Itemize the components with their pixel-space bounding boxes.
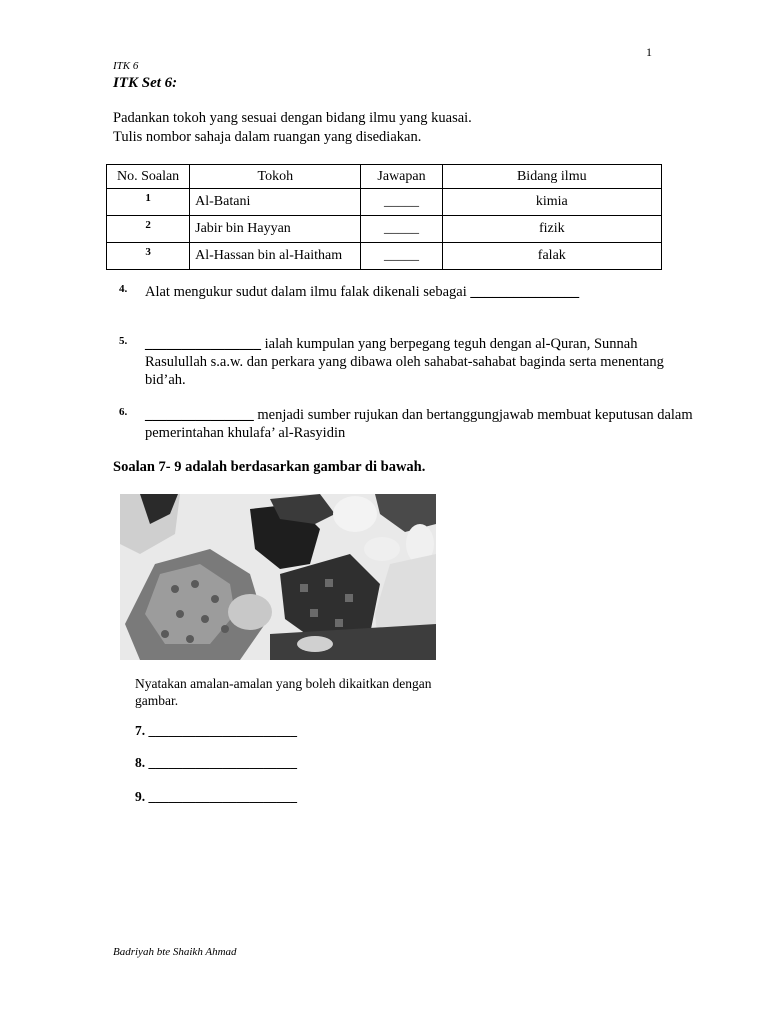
answer-7 bbox=[135, 723, 297, 739]
row-tokoh: Jabir bin Hayyan bbox=[190, 216, 361, 243]
row-number: 2 bbox=[107, 216, 190, 243]
row-bidang: fizik bbox=[442, 216, 661, 243]
row-answer-blank[interactable]: _____ bbox=[361, 216, 442, 243]
answer-blank[interactable]: _______________ bbox=[470, 284, 580, 300]
header-tag: ITK 6 bbox=[113, 60, 139, 72]
row-number: 1 bbox=[107, 189, 190, 216]
photo-caption: Nyatakan amalan-amalan yang boleh dikaitkan dengan gambar. bbox=[135, 676, 432, 708]
header-tokoh: Tokoh bbox=[190, 165, 361, 189]
section-heading: Soalan 7- 9 adalah berdasarkan gambar di bawah. bbox=[113, 459, 426, 475]
table-row bbox=[107, 216, 662, 243]
row-bidang: kimia bbox=[442, 189, 661, 216]
answer-blank[interactable]: ________________ bbox=[145, 336, 261, 352]
table-row bbox=[107, 189, 662, 216]
row-tokoh: Al-Batani bbox=[190, 189, 361, 216]
question-number: 6. bbox=[119, 406, 128, 418]
question-text bbox=[145, 406, 695, 442]
instruction-line-2: Tulis nombor sahaja dalam ruangan yang disediakan. bbox=[113, 129, 422, 145]
answer-number: 9. bbox=[135, 789, 146, 804]
matching-table bbox=[106, 164, 662, 270]
header-jawapan: Jawapan bbox=[361, 165, 442, 189]
question-text bbox=[145, 335, 695, 389]
row-number: 3 bbox=[107, 243, 190, 270]
row-bidang: falak bbox=[442, 243, 661, 270]
question-text bbox=[145, 283, 695, 301]
table-header-row bbox=[107, 165, 662, 189]
photo-illustration bbox=[120, 494, 436, 660]
row-answer-blank[interactable]: _____ bbox=[361, 243, 442, 270]
page-number: 1 bbox=[646, 45, 652, 59]
instruction-line-1: Padankan tokoh yang sesuai dengan bidang ilmu yang kuasai. bbox=[113, 110, 472, 126]
header-bidang-ilmu: Bidang ilmu bbox=[442, 165, 661, 189]
question-number: 4. bbox=[119, 283, 128, 295]
answer-number: 8. bbox=[135, 755, 146, 770]
answer-8 bbox=[135, 755, 297, 771]
answer-number: 7. bbox=[135, 723, 146, 738]
set-title: ITK Set 6: bbox=[113, 75, 178, 91]
answer-blank[interactable]: _______________ bbox=[145, 407, 254, 423]
header-no-soalan: No. Soalan bbox=[107, 165, 190, 189]
answer-9 bbox=[135, 789, 297, 805]
table-row bbox=[107, 243, 662, 270]
footer-author: Badriyah bte Shaikh Ahmad bbox=[113, 946, 237, 958]
answer-blank[interactable]: ______________________ bbox=[148, 723, 297, 738]
row-tokoh: Al-Hassan bin al-Haitham bbox=[190, 243, 361, 270]
question-prompt: ialah kumpulan yang berpegang teguh dengan al-Quran, Sunnah Rasulullah s.a.w. dan perkara yang dibawa oleh sahabat-sahabat baginda serta menentang bid’ah. bbox=[145, 336, 664, 388]
answer-blank[interactable]: ______________________ bbox=[148, 789, 297, 804]
answer-blank[interactable]: ______________________ bbox=[148, 755, 297, 770]
question-prompt: Alat mengukur sudut dalam ilmu falak dikenali sebagai bbox=[145, 284, 471, 300]
question-prompt: menjadi sumber rujukan dan bertanggungjawab membuat keputusan dalam pemerintahan khulafa’ al-Rasyidin bbox=[145, 407, 693, 441]
row-answer-blank[interactable]: _____ bbox=[361, 189, 442, 216]
question-number: 5. bbox=[119, 335, 128, 347]
photo bbox=[120, 494, 436, 660]
